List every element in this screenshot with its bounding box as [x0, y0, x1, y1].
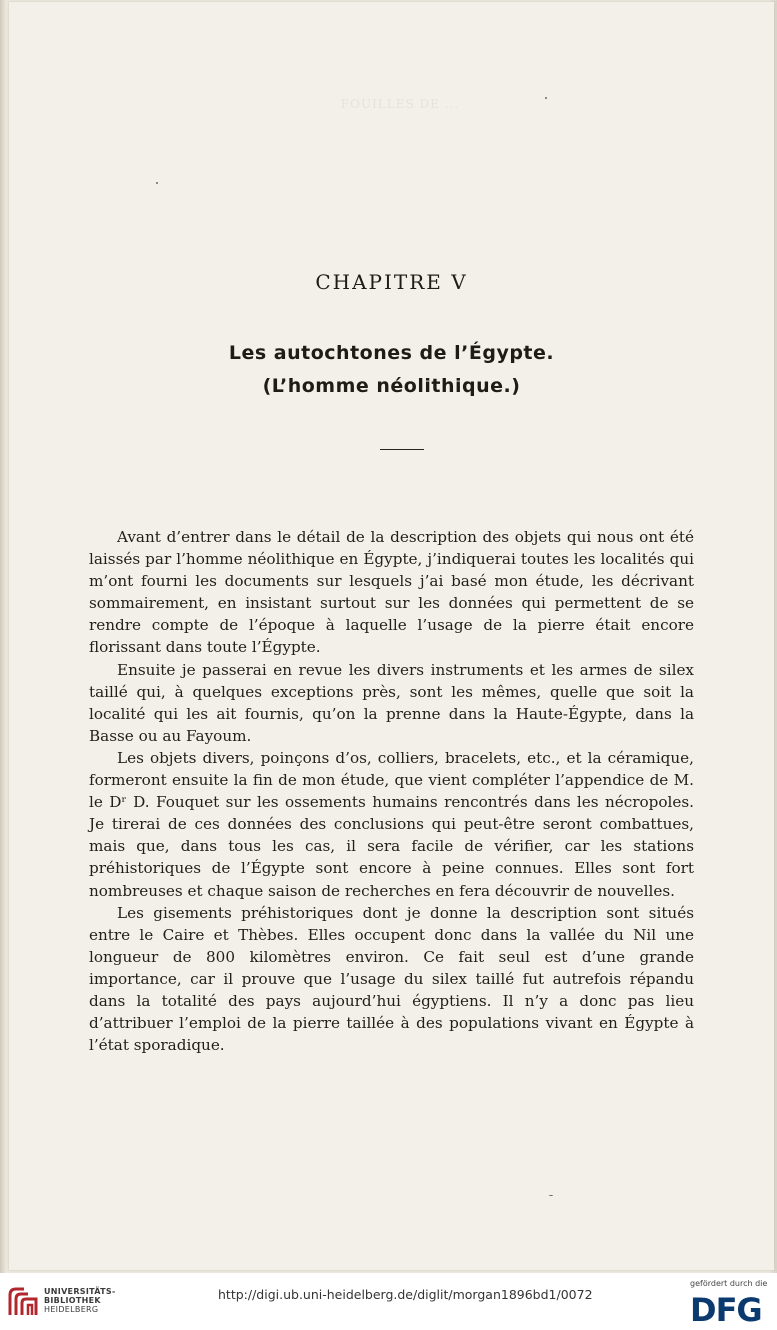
- chapter-subtitle-line-2: (L’homme néolithique.): [262, 375, 521, 397]
- paper-speck: [545, 97, 547, 99]
- paragraph: Ensuite je passerai en revue les divers instruments et les armes de silex taillé qui, à quelques exceptions près, sont les mêmes, quelle que soit la localité qui les ait fournis, qu’on la prenne dans la Haute-Égypte, dans la Basse ou au Fayoum.: [89, 660, 694, 745]
- library-name-line-3: HEIDELBERG: [44, 1305, 99, 1314]
- paragraph: Les gisements préhistoriques dont je donne la description sont situés entre le Caire et Thèbes. Elles occupent donc dans la vallée du Nil une longueur de 800 kilomètres environ. Ce fait seul est d’une grande importance, car il prouve que l’usage du silex taillé fut autrefois répandu dans la totalité des pays aujourd’hui égyptiens. Il n’y a donc pas lieu d’attribuer l’emploi de la pierre taillée à des populations vivant en Égypte à l’état sporadique.: [89, 903, 694, 1055]
- dfg-logo: [690, 1292, 768, 1324]
- book-page: [9, 2, 774, 1270]
- university-library-logo-icon: [6, 1285, 40, 1319]
- paragraph: Avant d’entrer dans le détail de la description des objets qui nous ont été laissés par l’homme néolithique en Égypte, j’indiquerai toutes les localités qui m’ont fourni les documents sur lesquels j’ai basé mon étude, les décrivant sommairement, en insistant surtout sur les données qui permettent de se rendre compte de l’époque à laquelle l’usage de la pierre était encore florissant dans toute l’Égypte.: [89, 528, 694, 657]
- chapter-subtitle-line-1: Les autochtones de l’Égypte.: [228, 342, 555, 364]
- paper-speck: [549, 1195, 553, 1196]
- library-name-line-2: BIBLIOTHEK: [44, 1296, 101, 1305]
- show-through-header: FOUILLES DE ...: [340, 97, 460, 111]
- dfg-logo-text: DFG: [690, 1292, 762, 1324]
- viewer-footer: [0, 1273, 777, 1330]
- funding-caption: gefördert durch die: [690, 1279, 768, 1288]
- paper-speck: [156, 182, 158, 184]
- title-separator-rule: [380, 449, 424, 450]
- scan-edge-left: [0, 0, 6, 1273]
- body-text: [89, 526, 694, 1056]
- permalink-url[interactable]: http://digi.ub.uni-heidelberg.de/diglit/morgan1896bd1/0072: [218, 1287, 593, 1302]
- university-library-name: [44, 1287, 116, 1314]
- library-name-line-1: UNIVERSITÄTS-: [44, 1287, 116, 1296]
- paragraph: Les objets divers, poinçons d’os, colliers, bracelets, etc., et la céramique, formeront ensuite la fin de mon étude, que vient compléter l’appendice de M. le Dʳ D. Fouquet sur les ossements humains rencontrés dans les nécropoles. Je tirerai de ces données des conclusions qui peut-être seront combattues, mais que, dans tous les cas, il sera facile de vérifier, car les stations préhistoriques de l’Égypte sont encore à peine connues. Elles sont fort nombreuses et chaque saison de recherches en fera découvrir de nouvelles.: [89, 748, 694, 900]
- chapter-title: CHAPITRE V: [315, 270, 468, 294]
